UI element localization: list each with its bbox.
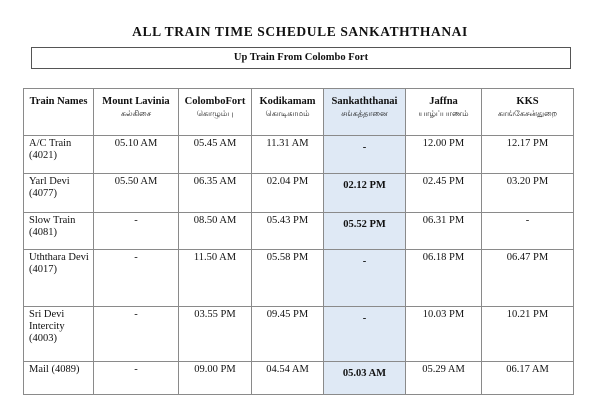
time-cell: 03.55 PM [179, 307, 252, 362]
schedule-table [23, 88, 574, 395]
time-cell: 05.45 AM [179, 136, 252, 174]
table-header-row [24, 89, 574, 136]
header-mount-lavinia: Mount Lavinia கல்கிசை [94, 89, 179, 136]
time-cell: 06.17 AM [482, 362, 574, 395]
time-cell: - [482, 213, 574, 250]
time-cell: - [94, 213, 179, 250]
time-cell: 06.35 AM [179, 174, 252, 213]
header-jaffna: Jaffna யாழ்ப்பாணம் [406, 89, 482, 136]
time-cell: 03.20 PM [482, 174, 574, 213]
time-cell: - [94, 307, 179, 362]
time-cell: 09.45 PM [252, 307, 324, 362]
time-cell: 05.10 AM [94, 136, 179, 174]
header-colombo-fort: ColomboFort கொழும்பு [179, 89, 252, 136]
table-row [24, 174, 574, 213]
time-cell: - [94, 250, 179, 307]
time-cell: 05.58 PM [252, 250, 324, 307]
time-cell: 02.45 PM [406, 174, 482, 213]
time-cell: 12.17 PM [482, 136, 574, 174]
table-row [24, 136, 574, 174]
train-name-cell: Slow Train (4081) [24, 213, 94, 250]
time-cell: 05.43 PM [252, 213, 324, 250]
table-row [24, 250, 574, 307]
time-cell: 11.50 AM [179, 250, 252, 307]
header-kodikamam: Kodikamam கொடிகாமம் [252, 89, 324, 136]
page-title: ALL TRAIN TIME SCHEDULE SANKATHTHANAI [132, 24, 468, 39]
time-cell: 10.21 PM [482, 307, 574, 362]
time-cell: 08.50 AM [179, 213, 252, 250]
time-cell: 02.04 PM [252, 174, 324, 213]
time-cell: 04.54 AM [252, 362, 324, 395]
header-kks: KKS காங்கேசன்துறை [482, 89, 574, 136]
sankaththanai-time-cell: - [324, 136, 406, 174]
time-cell: 12.00 PM [406, 136, 482, 174]
section-subtitle: Up Train From Colombo Fort [31, 47, 571, 69]
time-cell: 06.31 PM [406, 213, 482, 250]
table-row [24, 213, 574, 250]
train-name-cell: Mail (4089) [24, 362, 94, 395]
time-cell: 11.31 AM [252, 136, 324, 174]
time-cell: 09.00 PM [179, 362, 252, 395]
sankaththanai-time-cell: 05.03 AM [324, 362, 406, 395]
header-sankaththanai: Sankaththanai சங்கத்தானை [324, 89, 406, 136]
sankaththanai-time-cell: - [324, 307, 406, 362]
train-name-cell: Sri Devi Intercity (4003) [24, 307, 94, 362]
sankaththanai-time-cell: 02.12 PM [324, 174, 406, 213]
train-name-cell: Uththara Devi (4017) [24, 250, 94, 307]
time-cell: 06.47 PM [482, 250, 574, 307]
table-row [24, 362, 574, 395]
sankaththanai-time-cell: 05.52 PM [324, 213, 406, 250]
time-cell: 06.18 PM [406, 250, 482, 307]
sankaththanai-time-cell: - [324, 250, 406, 307]
train-name-cell: A/C Train (4021) [24, 136, 94, 174]
time-cell: - [94, 362, 179, 395]
header-train-names: Train Names [24, 89, 94, 136]
time-cell: 05.50 AM [94, 174, 179, 213]
train-name-cell: Yarl Devi (4077) [24, 174, 94, 213]
table-row [24, 307, 574, 362]
time-cell: 05.29 AM [406, 362, 482, 395]
time-cell: 10.03 PM [406, 307, 482, 362]
